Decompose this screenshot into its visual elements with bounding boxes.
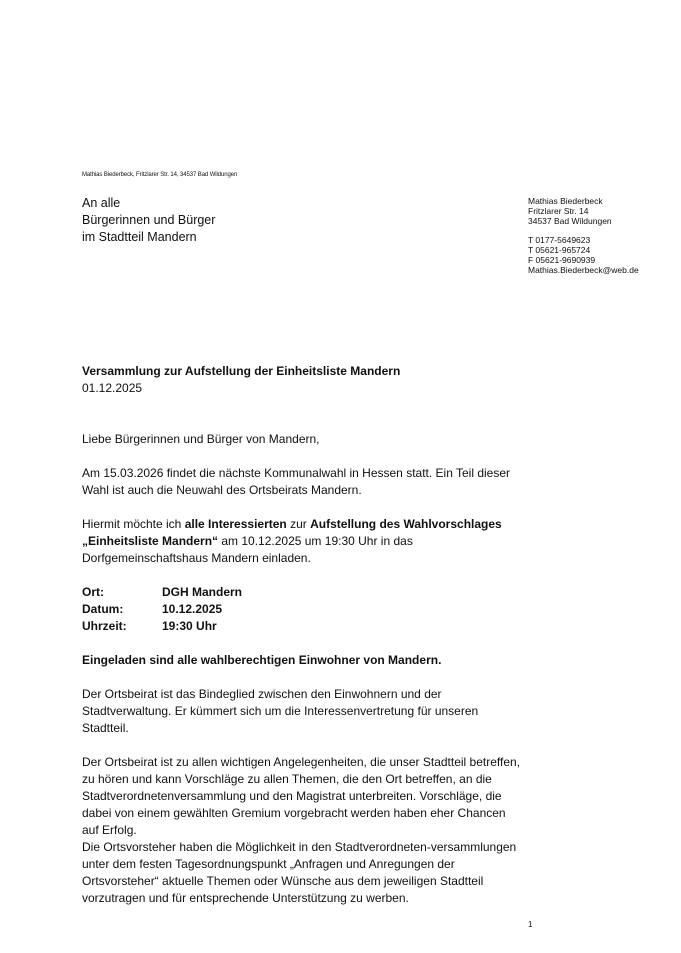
recipient-line: An alle	[82, 196, 121, 210]
detail-value: DGH Mandern	[162, 585, 243, 599]
event-details	[82, 584, 242, 635]
detail-label: Uhrzeit:	[82, 619, 127, 633]
sender-name: Mathias Biederbeck	[528, 196, 603, 206]
paragraph-election: Am 15.03.2026 findet die nächste Kommunalwahl in Hessen statt. Ein Teil dieser Wahl ist auch die Neuwahl des Ortsbeirats Mandern.	[82, 466, 511, 497]
detail-row	[82, 584, 242, 601]
sender-street: Fritzlarer Str. 14	[528, 205, 589, 216]
sender-line: Mathias Biederbeck, Fritzlarer Str. 14, 34537 Bad Wildungen	[82, 172, 238, 178]
text-span: Hiermit möchte ich	[82, 517, 185, 531]
paragraph-invitation	[82, 516, 522, 567]
sender-city: 34537 Bad Wildungen	[528, 215, 612, 226]
letter-date: 01.12.2025	[82, 381, 143, 395]
recipient-line: Bürgerinnen und Bürger	[82, 213, 216, 227]
detail-value: 10.12.2025	[162, 602, 223, 616]
detail-row	[82, 601, 242, 618]
sender-fax: F 05621-9690939	[528, 254, 596, 265]
paragraph-responsibilities: Der Ortsbeirat ist zu allen wichtigen Angelegenheiten, die unser Stadtteil betreffen, zu hören und kann Vorschläge zu allen Themen, die den Ort betreffen, an die Stadtverordnetenversammlung und den Magistrat unterbreiten. Vorschläge, die dabei von einem gewählten Gremium vorgebracht werden haben eher Chancen auf Erfolg.	[82, 755, 521, 837]
invited-notice: Eingeladen sind alle wahlberechtigen Einwohner von Mandern.	[82, 653, 442, 667]
letter-body	[82, 363, 522, 907]
recipient-line: im Stadtteil Mandern	[82, 230, 197, 244]
subject-line: Versammlung zur Aufstellung der Einheitsliste Mandern	[82, 364, 401, 378]
paragraph-ortsvorsteher: Die Ortsvorsteher haben die Möglichkeit in den Stadtverordneten-versammlungen unter dem festen Tagesordnungspunkt „Anfragen und Anregungen der Ortsvorsteher“ aktuelle Themen oder Wünsche aus dem jeweiligen Stadtteil vorzutragen und für entsprechende Unterstützung zu werben.	[82, 840, 517, 905]
detail-label: Ort:	[82, 585, 104, 599]
sender-phone: T 05621-965724	[528, 245, 591, 256]
page-number: 1	[528, 920, 533, 929]
salutation: Liebe Bürgerinnen und Bürger von Mandern,	[82, 432, 320, 446]
text-span: am 10.12.2025 um 19:30 Uhr in das Dorfgemeinschaftshaus Mandern einladen.	[82, 534, 413, 565]
bold-span: alle Interessierten	[184, 517, 287, 531]
bold-span: Aufstellung des Wahlvorschlages „Einheitsliste Mandern“	[82, 517, 502, 548]
recipient-address	[82, 195, 215, 246]
text-span: zur	[286, 517, 311, 531]
sender-phone: T 0177-5649623	[528, 235, 591, 246]
detail-label: Datum:	[82, 602, 124, 616]
sender-contact-block	[528, 197, 639, 276]
detail-row	[82, 618, 242, 635]
sender-email: Mathias.Biederbeck@web.de	[528, 264, 639, 275]
detail-value: 19:30 Uhr	[162, 619, 217, 633]
paragraph-ortsbeirat: Der Ortsbeirat ist das Bindeglied zwischen den Einwohnern und der Stadtverwaltung. Er kümmert sich um die Interessenvertretung für unseren Stadtteil.	[82, 687, 479, 735]
